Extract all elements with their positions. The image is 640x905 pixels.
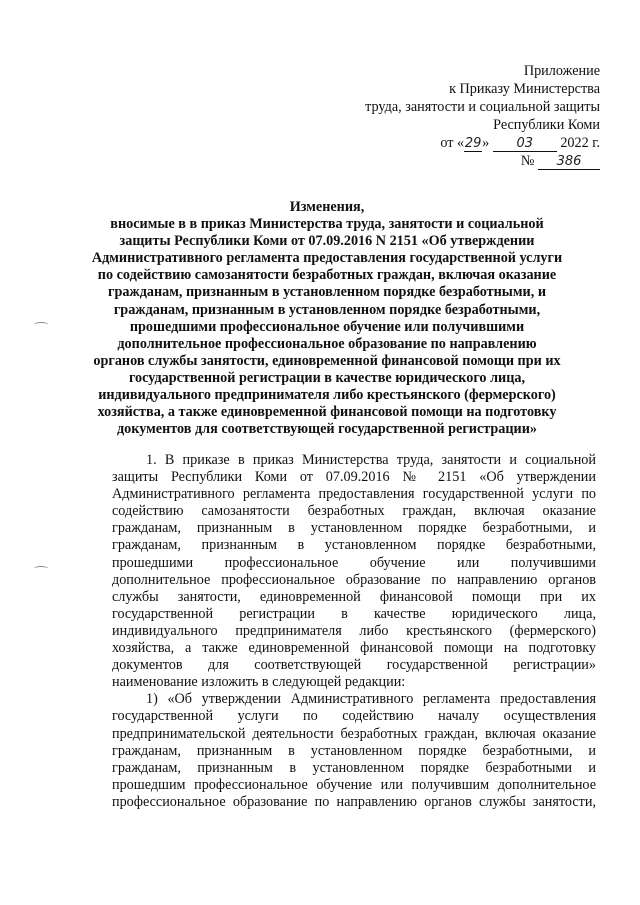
appendix-line: к Приказу Министерства — [449, 81, 600, 97]
body-line: профессиональное образование по направлению органов службы занятости, — [112, 793, 596, 810]
body-line: дополнительное профессиональное образование по направлению органов — [112, 571, 596, 588]
body-line: гражданам, признанным в установленном порядке безработными, — [112, 537, 596, 554]
body-line: гражданам, признанным в установленном порядке безработными и — [112, 759, 596, 776]
title-line: Административного регламента предоставления государственной услуги — [91, 250, 563, 267]
title-line: гражданам, признанным в установленном порядке безработными, и — [108, 284, 546, 301]
body-line: прошедшими профессиональное обучение или получившими — [112, 554, 596, 571]
appendix-header — [300, 62, 600, 170]
title-line: дополнительное профессиональное образование по направлению — [117, 335, 537, 352]
body-line: службы занятости, единовременной финансовой помощи при их — [112, 588, 596, 605]
title-line: органов службы занятости, единовременной финансовой помощи при их — [93, 352, 561, 369]
document-title — [88, 199, 566, 438]
title-line: государственной регистрации в качестве юридического лица, — [128, 369, 526, 386]
body-line: государственной услуги по содействию началу осуществления — [112, 708, 596, 725]
document-body — [112, 452, 596, 811]
body-line: наименование изложить в следующей редакции: — [112, 674, 406, 691]
title-line: хозяйства, а также единовременной финансовой помощи на подготовку — [97, 404, 557, 421]
body-line: Административного регламента предоставления государственной услуги по — [112, 486, 596, 503]
body-line: индивидуального предпринимателя либо крестьянского (фермерского) — [112, 622, 596, 639]
title-line: по содействию самозанятости безработных граждан, включая оказание — [97, 267, 557, 284]
body-line: прошедшим профессиональное обучение или получившим дополнительное — [112, 776, 596, 793]
order-date — [300, 134, 600, 152]
margin-mark — [34, 566, 48, 571]
body-line: защиты Республики Коми от 07.09.2016 № 2151 «Об утверждении — [112, 469, 596, 486]
number-value: 386 — [538, 155, 600, 170]
appendix-line: труда, занятости и социальной защиты — [365, 99, 600, 115]
appendix-line: Приложение — [523, 63, 600, 79]
title-line: вносимые в в приказ Министерства труда, занятости и социальной — [110, 216, 544, 233]
body-line: предпринимательской деятельности безработных граждан, включая оказание — [112, 725, 596, 742]
date-prefix: от « — [440, 135, 465, 151]
appendix-line: Республики Коми — [493, 117, 600, 133]
date-mid: » — [482, 135, 490, 151]
date-month: 03 — [493, 137, 557, 152]
body-line: 1. В приказе в приказ Министерства труда, занятости и социальной — [146, 452, 596, 468]
body-line: гражданам, признанным в установленном порядке безработными, и — [112, 742, 596, 759]
body-line: хозяйства, а также единовременной финансовой помощи на подготовку — [112, 640, 596, 657]
number-prefix: № — [520, 153, 535, 169]
body-line: содействию самозанятости безработных граждан, включая оказание — [112, 503, 596, 520]
body-line: 1) «Об утверждении Административного регламента предоставления — [146, 691, 596, 708]
title-line: гражданам, признанным в установленном порядке безработными, — [113, 301, 541, 318]
body-line: государственной регистрации в качестве юридического лица, — [112, 605, 596, 622]
margin-mark — [34, 322, 48, 327]
title-line: прошедшими профессиональное обучение или получившими — [129, 318, 525, 335]
title-line: защиты Республики Коми от 07.09.2016 N 2151 «Об утверждении — [119, 233, 535, 250]
title-line: индивидуального предпринимателя либо крестьянского (фермерского) — [98, 387, 556, 404]
paragraph-1 — [112, 452, 596, 691]
order-number — [300, 152, 600, 170]
title-line: Изменения, — [289, 199, 365, 215]
body-line: документов для соответствующей государственной регистрации» — [112, 657, 596, 674]
paragraph-2 — [112, 691, 596, 811]
date-year: 2022 г. — [560, 135, 600, 151]
title-line: документов для соответствующей государственной регистрации» — [116, 421, 537, 438]
body-line: гражданам, признанным в установленном порядке безработными, и — [112, 520, 596, 537]
date-day: 29 — [464, 136, 482, 151]
